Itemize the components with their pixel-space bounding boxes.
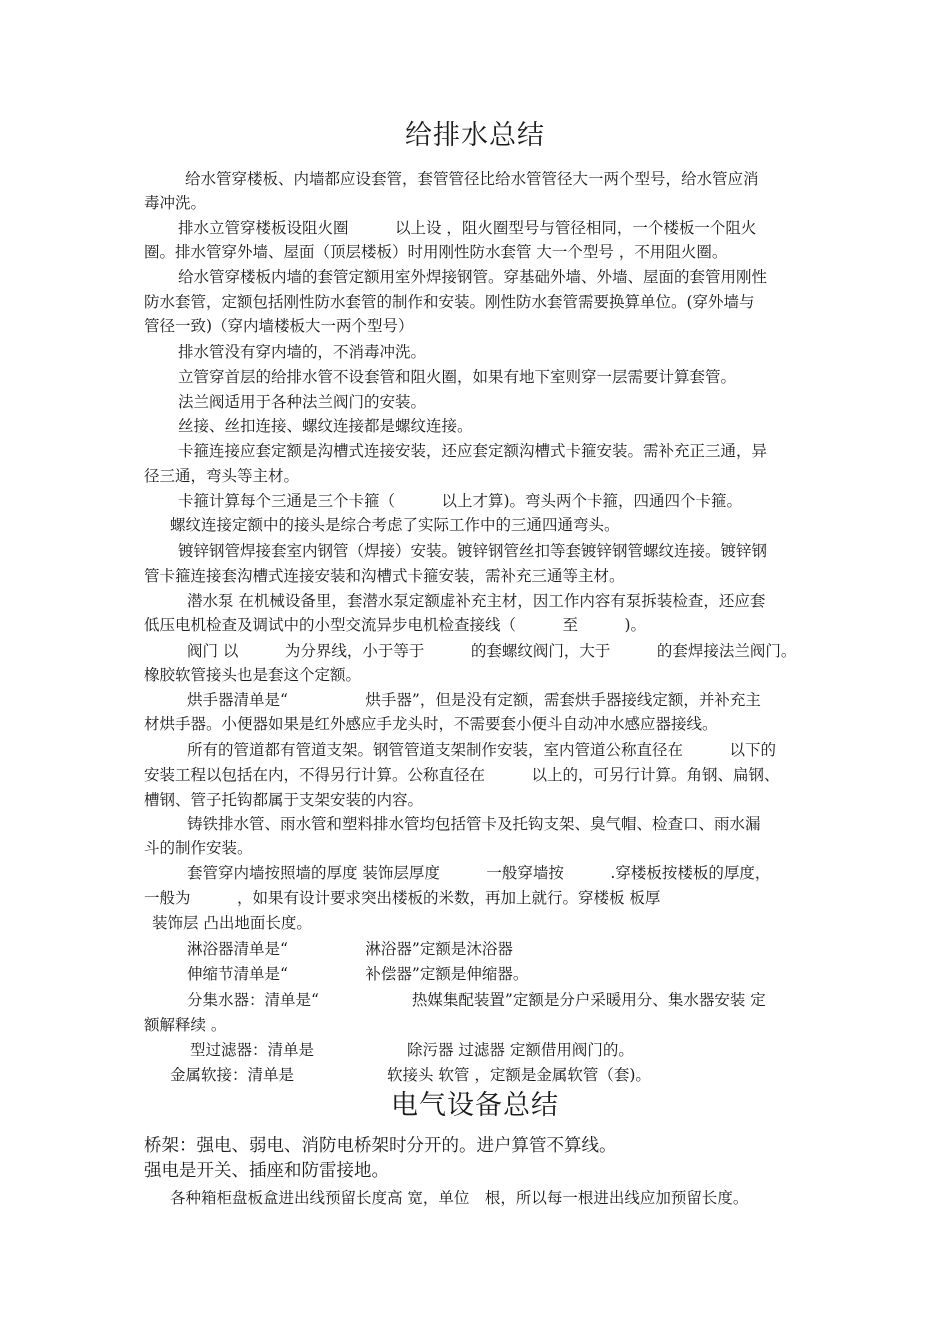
text-line: 丝接、丝扣连接、螺纹连接都是螺纹连接。 (178, 417, 473, 435)
text-line: 排水管没有穿内墙的，不消毒冲洗。 (178, 343, 427, 361)
text-line: 各种箱柜盘板盒进出线预留长度高 宽，单位 根，所以每一根进出线应加预留长度。 (170, 1189, 749, 1207)
text-line: 淋浴器清单是“ 淋浴器”定额是沐浴器 (187, 940, 513, 958)
text-line: 排水立管穿楼板设阻火圈 以上设 ，阻火圈型号与管径相同，一个楼板一个阻火 (178, 219, 757, 237)
text-line: 给水管穿楼板、内墙都应设套管，套管管径比给水管管径大一两个型号，给水管应消 (185, 170, 759, 188)
text-line: 装饰层 凸出地面长度。 (152, 914, 312, 932)
text-line: 防水套管，定额包括刚性防水套管的制作和安装。刚性防水套管需要换算单位。(穿外墙与 (144, 293, 755, 311)
text-line: 圈。排水管穿外墙、屋面（顶层楼板）时用刚性防水套管 大一个型号 ，不用阻火圈。 (144, 243, 728, 261)
text-line: 型过滤器：清单是 除污器 过滤器 定额借用阀门的。 (190, 1041, 634, 1059)
text-line: 阀门 以 为分界线，小于等于 的套螺纹阀门，大于 的套焊接法兰阀门。 (187, 642, 797, 660)
text-line: 伸缩节清单是“ 补偿器”定额是伸缩器。 (187, 965, 529, 983)
text-line: 潜水泵 在机械设备里，套潜水泵定额虚补充主材，因工作内容有泵拆装检查，还应套 (187, 592, 766, 610)
text-line: 管卡箍连接套沟槽式连接安装和沟槽式卡箍安装，需补充三通等主材。 (144, 567, 625, 585)
text-line: 一般为 ，如果有设计要求突出楼板的米数，再加上就行。穿楼板 板厚 (144, 889, 661, 907)
text-line: 立管穿首层的给排水管不设套管和阻火圈，如果有地下室则穿一层需要计算套管。 (178, 368, 737, 386)
section-title-water: 给排水总结 (405, 120, 545, 151)
text-line: 镀锌钢管焊接套室内钢管（焊接）安装。镀锌钢管丝扣等套镀锌钢管螺纹连接。镀锌钢 (178, 542, 768, 560)
text-line: 桥架：强电、弱电、消防电桥架时分开的。进户算管不算线。 (144, 1136, 617, 1156)
text-line: 铸铁排水管、雨水管和塑料排水管均包括管卡及托钩支架、臭气帽、检查口、雨水漏 (187, 815, 761, 833)
text-line: 卡箍计算每个三通是三个卡箍（ 以上才算)。弯头两个卡箍，四通四个卡箍。 (178, 492, 743, 510)
text-line: 烘手器清单是“ 烘手器”，但是没有定额，需套烘手器接线定额，并补充主 (187, 691, 761, 709)
text-line: 安装工程以包括在内，不得另行计算。公称直径在 以上的，可另行计算。角钢、扁钢、 (144, 766, 780, 784)
text-line: 分集水器：清单是“ 热媒集配装置”定额是分户采暖用分、集水器安装 定 (187, 991, 766, 1009)
text-line: 卡箍连接应套定额是沟槽式连接安装，还应套定额沟槽式卡箍安装。需补充正三通，异 (178, 442, 768, 460)
text-line: 橡胶软管接头也是套这个定额。 (144, 666, 362, 684)
text-line: 套管穿内墙按照墙的厚度 装饰层厚度 一般穿墙按 .穿楼板按楼板的厚度， (187, 864, 771, 882)
text-line: 金属软接：清单是 软接头 软管 ，定额是金属软管（套)。 (170, 1066, 651, 1084)
text-line: 材烘手器。小便器如果是红外感应手龙头时，不需要套小便斗自动冲水感应器接线。 (144, 715, 718, 733)
text-line: 所有的管道都有管道支架。钢管管道支架制作安装，室内管道公称直径在 以下的 (187, 741, 777, 759)
text-line: 管径一致)（穿内墙楼板大一两个型号） (144, 317, 414, 335)
section-title-electrical: 电气设备总结 (391, 1090, 559, 1121)
text-line: 法兰阀适用于各种法兰阀门的安装。 (178, 393, 427, 411)
text-line: 径三通，弯头等主材。 (144, 467, 300, 485)
text-line: 额解释续 。 (144, 1016, 227, 1034)
text-line: 强电是开关、插座和防雷接地。 (144, 1161, 389, 1181)
text-line: 斗的制作安装。 (144, 839, 253, 857)
text-line: 槽钢、管子托钩都属于支架安装的内容。 (144, 791, 424, 809)
text-line: 给水管穿楼板内墙的套管定额用室外焊接钢管。穿基础外墙、外墙、屋面的套管用刚性 (178, 268, 768, 286)
text-line: 螺纹连接定额中的接头是综合考虑了实际工作中的三通四通弯头。 (170, 516, 620, 534)
text-line: 低压电机检查及调试中的小型交流异步电机检查接线（ 至 )。 (144, 616, 647, 634)
text-line: 毒冲洗。 (144, 194, 207, 212)
